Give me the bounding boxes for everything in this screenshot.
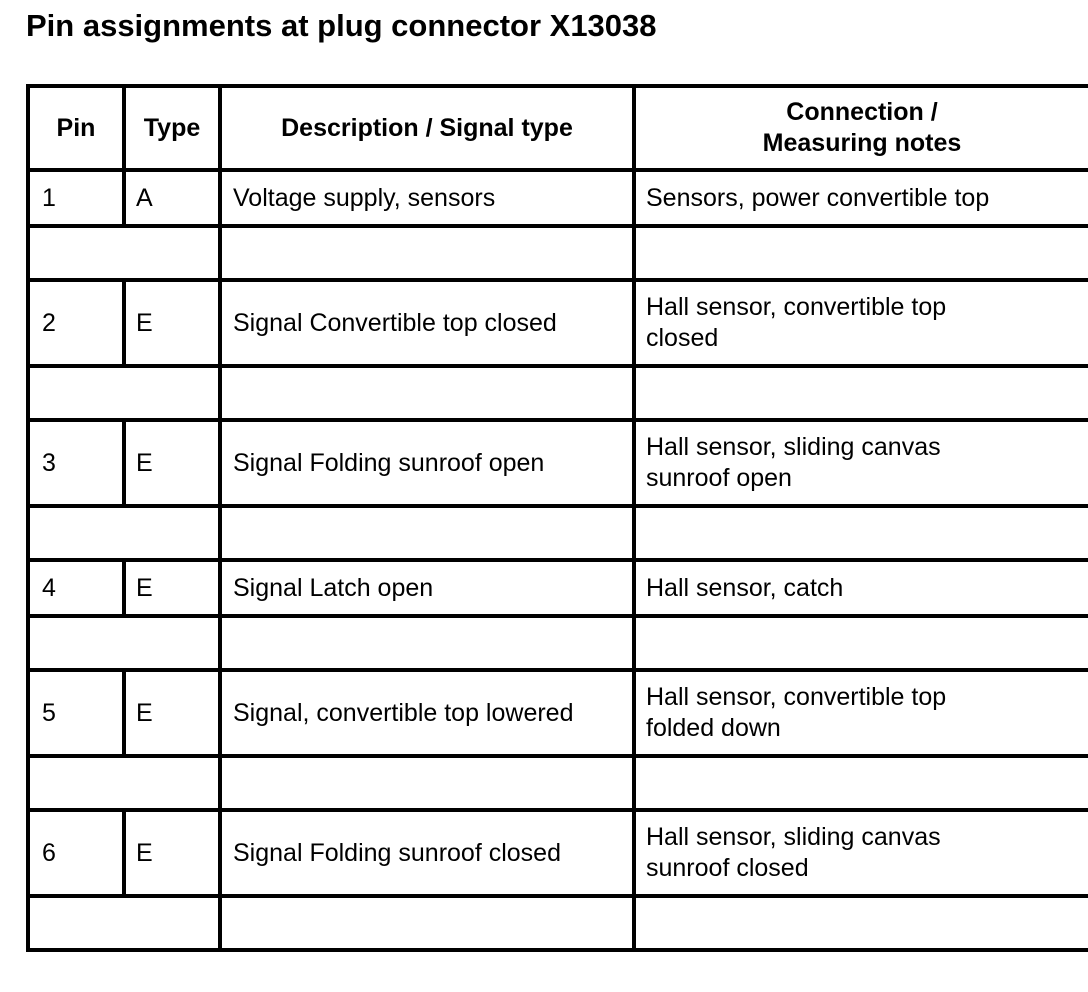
table-row-blank: [28, 366, 1088, 420]
table-row-blank: [28, 896, 1088, 950]
cell-description: Signal Folding sunroof closed: [220, 810, 634, 896]
cell-blank: [220, 896, 634, 950]
cell-blank: [634, 896, 1088, 950]
header-notes-line1: Connection /: [786, 98, 938, 126]
cell-type: E: [124, 280, 220, 366]
cell-pin: 1: [28, 170, 124, 226]
table-row: [28, 170, 1088, 226]
cell-type: E: [124, 560, 220, 616]
cell-type: E: [124, 670, 220, 756]
table-row-blank: [28, 756, 1088, 810]
cell-notes: [634, 420, 1088, 506]
table-row: [28, 560, 1088, 616]
cell-description: Signal Convertible top closed: [220, 280, 634, 366]
cell-notes-line1: Hall sensor, convertible top: [646, 293, 947, 321]
cell-notes: [634, 170, 1088, 226]
cell-notes-line1: Hall sensor, sliding canvas: [646, 823, 941, 851]
cell-notes-line1: Hall sensor, convertible top: [646, 683, 947, 711]
cell-pin: 6: [28, 810, 124, 896]
cell-type: E: [124, 810, 220, 896]
cell-blank: [28, 896, 220, 950]
cell-description: Signal Folding sunroof open: [220, 420, 634, 506]
header-notes: [634, 86, 1088, 170]
cell-notes-line2: sunroof closed: [646, 854, 809, 882]
cell-notes: [634, 810, 1088, 896]
cell-blank: [220, 226, 634, 280]
cell-blank: [634, 226, 1088, 280]
table-row-blank: [28, 226, 1088, 280]
cell-notes-line2: closed: [646, 324, 719, 352]
cell-blank: [634, 366, 1088, 420]
cell-notes: [634, 670, 1088, 756]
cell-blank: [220, 756, 634, 810]
table-row-blank: [28, 616, 1088, 670]
table-row: [28, 280, 1088, 366]
table-row: [28, 670, 1088, 756]
cell-pin: 3: [28, 420, 124, 506]
table-header-row: [28, 86, 1088, 170]
cell-blank: [28, 616, 220, 670]
cell-blank: [220, 506, 634, 560]
cell-blank: [28, 226, 220, 280]
header-pin: Pin: [28, 86, 124, 170]
cell-blank: [28, 366, 220, 420]
table-row-blank: [28, 506, 1088, 560]
cell-description: Signal Latch open: [220, 560, 634, 616]
cell-description: Signal, convertible top lowered: [220, 670, 634, 756]
cell-type: E: [124, 420, 220, 506]
cell-blank: [634, 756, 1088, 810]
cell-blank: [28, 756, 220, 810]
table-row: [28, 420, 1088, 506]
cell-notes-line2: sunroof open: [646, 464, 792, 492]
cell-notes: [634, 560, 1088, 616]
cell-pin: 4: [28, 560, 124, 616]
cell-blank: [220, 616, 634, 670]
cell-blank: [28, 506, 220, 560]
cell-blank: [634, 506, 1088, 560]
cell-type: A: [124, 170, 220, 226]
page-title: Pin assignments at plug connector X13038: [26, 8, 657, 43]
cell-notes-line1: Hall sensor, catch: [646, 573, 844, 602]
cell-description: Voltage supply, sensors: [220, 170, 634, 226]
cell-notes-line2: folded down: [646, 714, 781, 742]
cell-pin: 5: [28, 670, 124, 756]
cell-notes-line1: Sensors, power convertible top: [646, 183, 990, 212]
header-description: Description / Signal type: [220, 86, 634, 170]
table-row: [28, 810, 1088, 896]
cell-notes-line1: Hall sensor, sliding canvas: [646, 433, 941, 461]
header-notes-line2: Measuring notes: [762, 129, 962, 157]
header-type: Type: [124, 86, 220, 170]
cell-pin: 2: [28, 280, 124, 366]
cell-notes: [634, 280, 1088, 366]
pin-assignment-table: [26, 84, 1088, 952]
cell-blank: [634, 616, 1088, 670]
cell-blank: [220, 366, 634, 420]
